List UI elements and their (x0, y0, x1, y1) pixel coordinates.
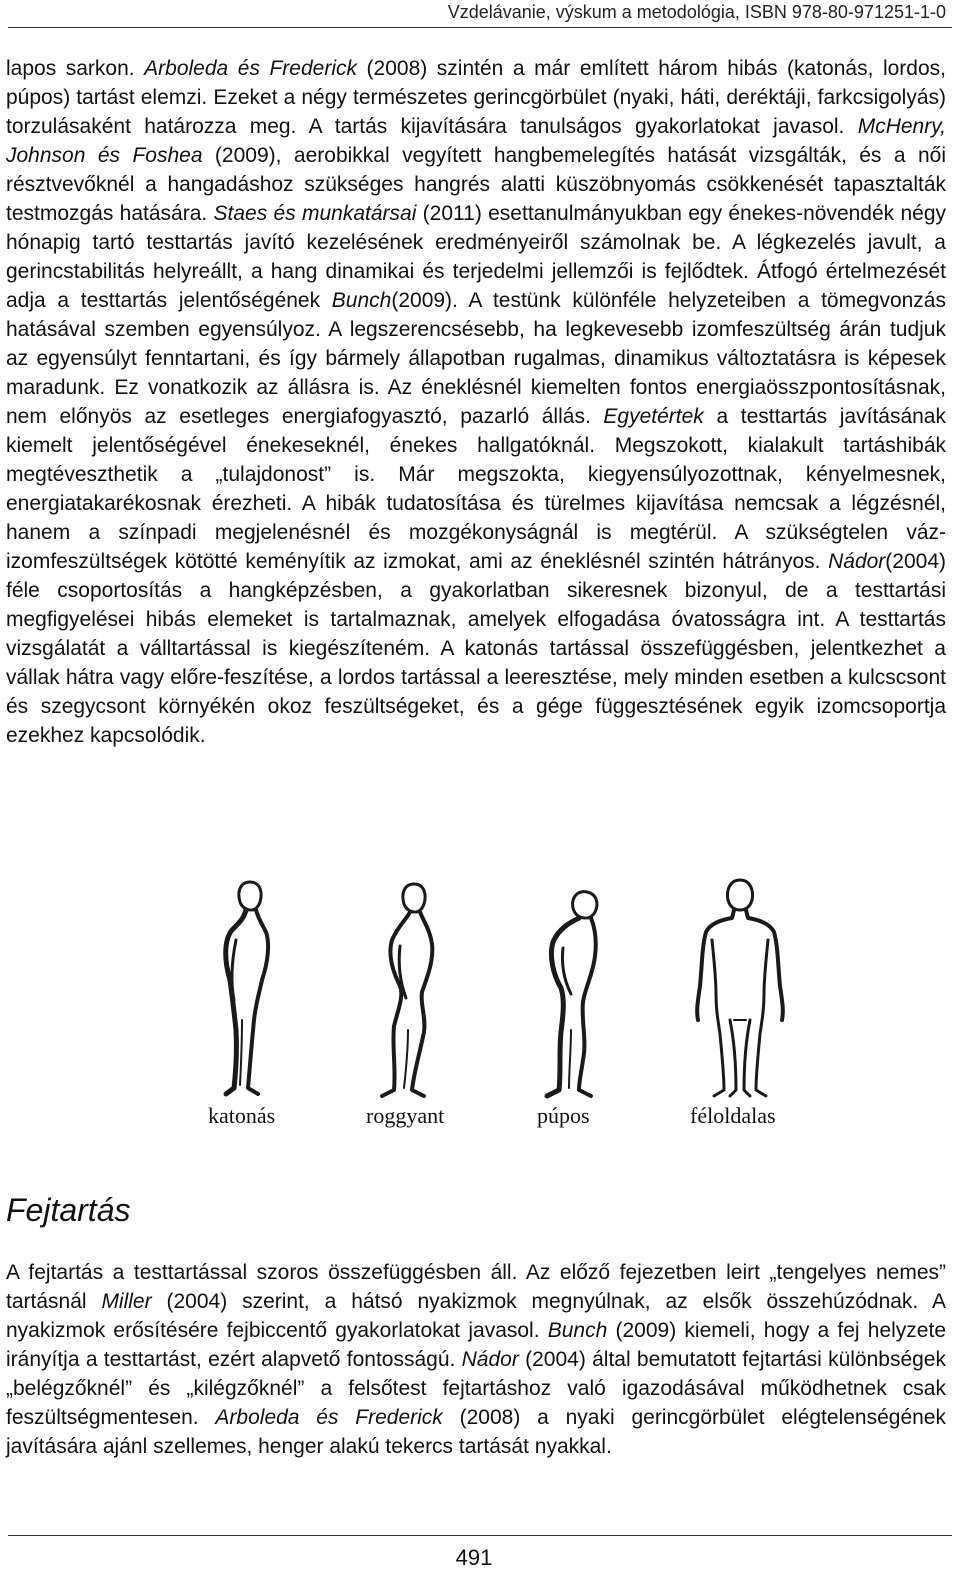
running-header: Vzdelávanie, výskum a metodológia, ISBN 978-80-971251-1-0 (447, 2, 946, 22)
citation-author: McHenry, Johnson és Foshea (6, 115, 946, 167)
citation-author: Bunch (547, 1319, 608, 1342)
citation-author: Bunch (331, 289, 392, 312)
text-run: (2008) szintén a már említett három hibás (katonás, lordos, púpos) tartást elemzi. Ezeket a négy természetes gerincgörbület (nyaki, háti, deréktáji, farkcsigolyás) torzulásaként határozza meg. A tartás kijavítására tanulságos gyakorlatokat javasol. (6, 57, 946, 138)
figure-military-posture (226, 882, 268, 1094)
text-run: (2004) szerint, a hátsó nyakizmok megnyúlnak, az elsők összehúzódnak. A nyakizmok erősítésére fejbiccentő gyakorlatokat javasol. (6, 1290, 946, 1342)
header-divider (8, 27, 952, 28)
figure-hunched-posture (547, 892, 597, 1096)
citation-author: Nádor (828, 550, 886, 573)
body-paragraph-2 (6, 1258, 946, 1461)
body-paragraph-1 (6, 54, 946, 750)
citation-author: Miller (101, 1290, 152, 1313)
text-run: (2004) féle csoportosítás a hangképzésben, a gyakorlatban sikeresnek bizonyul, de a testtartási megfigyelései hibás elemeket is tartalmaznak, amelyek elfogadása óvatosságra int. A testtartás vizsgálatát a válltartással is kiegészíteném. A katonás tartással összefüggésben, jelentkezhet a vállak hátra vagy előre-feszítése, a lordos tartással a leeresztése, mely minden esetben a kulcscsont és szegycsont környékén okoz feszültségeket, és a gége függesztésének egyik izomcsoportja ezekhez kapcsolódik. (6, 550, 946, 747)
citation-author: Nádor (461, 1348, 519, 1371)
caption-slouched: roggyant (366, 1103, 445, 1128)
figure-slouched-posture (382, 884, 432, 1096)
text-run: (2009) kiemeli, hogy a fej helyzete irányítja a testtartást, ezért alapvető fontosságú. (6, 1319, 946, 1371)
citation-author: Arboleda és Frederick (144, 57, 358, 80)
caption-military: katonás (208, 1103, 276, 1128)
citation-author: Staes és munkatársai (213, 202, 417, 225)
text-run: (2009), aerobikkal vegyített hangbemelegítés hatását vizsgálták, és a női résztvevőknél a hangadáshoz szükséges hangrés alatti küszöbnyomás csökkenését tapasztalták testmozgás hatására. (6, 144, 946, 225)
text-run: a testtartás javításának kiemelt jelentőségével énekeseknél, énekes hallgatóknál. Megszokott, kialakult tartáshibák megtéveszthetik a „tulajdonost” is. Már megszokta, kiegyensúlyozottnak, kényelmesnek, energiatakarékosnak érezheti. A hibák tudatosítása és türelmes kijavítása nemcsak a légzésnél, hanem a színpadi megjelenésnél és mozgékonyságnál is megtérül. A szükségtelen váz-izomfeszültségek kötötté keményítik az izmokat, ami az éneklésnél szintén hátrányos. (6, 405, 946, 573)
text-run: (2011) esettanulmányukban egy énekes-növendék négy hónapig tartó testtartás javító kezelésének eredményeiről számolnak be. A légkezelés javult, a gerincstabilitás helyreállt, a hang dinamikai és terjedelmi jellemzői is fejlődtek. Átfogó értelmezését adja a testtartás jelentőségének (6, 202, 946, 312)
section-heading: Fejtartás (6, 1192, 131, 1228)
text-run: A fejtartás a testtartással szoros összefüggésben áll. Az előző fejezetben leirt „tengelyes nemes” tartásnál (6, 1261, 946, 1313)
footer-divider (8, 1535, 952, 1536)
figure-lateral-posture (697, 880, 783, 1096)
caption-lateral: féloldalas (690, 1103, 776, 1128)
page-number: 491 (455, 1545, 493, 1570)
citation-author: Arboleda és Frederick (215, 1406, 443, 1429)
emphasis-word: Egyetértek (603, 405, 704, 428)
posture-figures-illustration (150, 870, 830, 1105)
text-run: (2008) a nyaki gerincgörbület elégtelenségének javítására ajánl szellemes, henger alakú tekercs tartását nyakkal. (6, 1406, 946, 1458)
text-run: lapos sarkon. (6, 57, 145, 80)
figure-captions (150, 1098, 830, 1134)
caption-hunched: púpos (537, 1103, 590, 1128)
posture-figures-svg (150, 870, 830, 1105)
text-run: (2004) által bemutatott fejtartási különbségek „belégzőknél” és „kilégzőknél” a felsőtest fejtartáshoz való igazodásával működhetnek csak feszültségmentesen. (6, 1348, 946, 1429)
text-run: (2009). A testünk különféle helyzeteiben a tömegvonzás hatásával szemben egyensúlyoz. A legszerencsésebb, ha legkevesebb izomfeszültség árán tudjuk az egyensúlyt fenntartani, és így bármely állapotban rugalmas, dinamikus változtatásra is képesek maradunk. Ez vonatkozik az állásra is. Az éneklésnél kiemelten fontos energiaösszpontosításnak, nem előnyös az esetleges energiafogyasztó, pazarló állás. (6, 289, 946, 428)
